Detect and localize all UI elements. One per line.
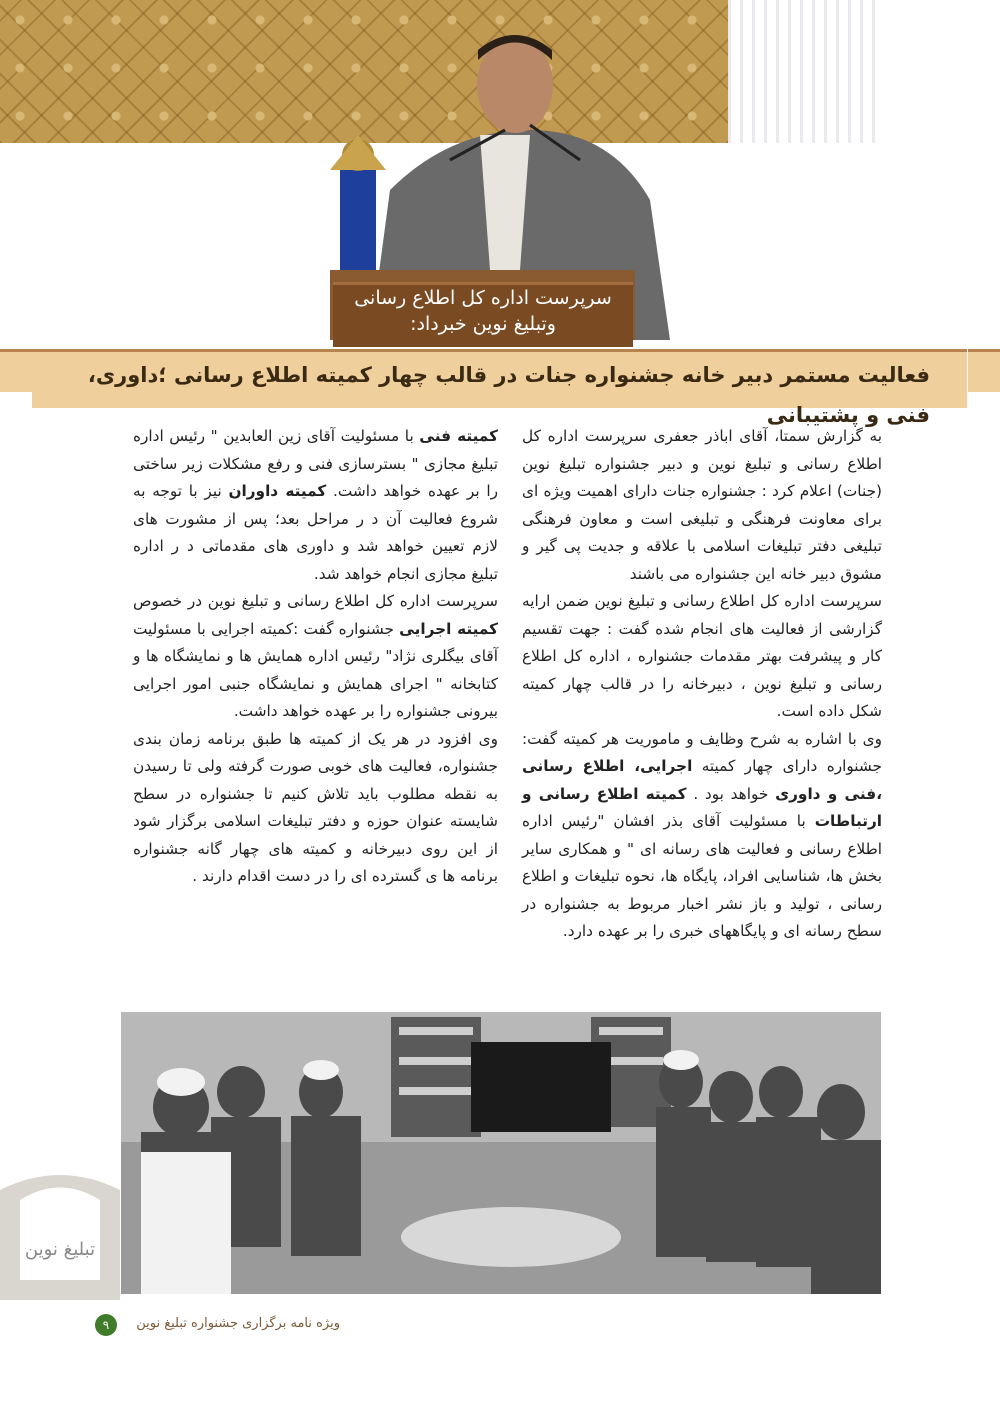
caption-line-2: وتبلیغ نوین خبرداد:: [410, 313, 556, 335]
bold-run: کمیته اجرایی: [399, 619, 498, 638]
page-number-badge: ۹: [95, 1314, 117, 1336]
caption-line-1: سرپرست اداره کل اطلاع رسانی: [354, 287, 612, 309]
title-band-tab-right: [968, 349, 1000, 392]
article-column-left: [133, 423, 498, 891]
paragraph: [133, 423, 498, 588]
text-run: خواهد بود .: [693, 784, 769, 803]
bold-run: کمیته فنی: [419, 427, 498, 445]
paragraph: سرپرست اداره کل اطلاع رسانی و تبلیغ نوین ضمن ارایه گزارشی از فعالیت های انجام شده گفت : جهت تقسیم کار و پیشرفت بهتر مقدمات جشنواره ، اداره کل اطلاع رسانی و تبلیغ نوین ، دبیرخانه را در قالب چهار کمیته شکل داده است.: [522, 592, 882, 720]
text-run: جشنواره گفت :کمیته اجرایی با مسئولیت آقای بیگلری نژاد" رئیس اداره همایش ها و نمایشگاه ها و کتابخانه " اجرای همایش و نمایشگاه جنبی امور اجرایی بیرونی جشنواره را بر عهده خواهد داشت.: [133, 619, 498, 720]
text-run: سرپرست اداره کل اطلاع رسانی و تبلیغ نوین در خصوص: [133, 592, 498, 610]
paragraph: وی افزود در هر یک از کمیته ها طبق برنامه زمان بندی جشنواره، فعالیت های خوبی صورت گرفته ولی تا رسیدن به نقطه مطلوب باید تلاش کنیم تا جشنواره در سطح شایسته عنوان حوزه و دفتر تبلیغات اسلامی برگزار شود از این روی دبیرخانه و کمیته های چهار گانه جشنواره برنامه ها ی گسترده ای را در دست اقدام دارند .: [133, 729, 498, 885]
title-band-tab-left: [0, 349, 32, 392]
article-title: فعالیت مستمر دبیر خانه جشنواره جنات در قالب چهار کمیته اطلاع رسانی ؛داوری، فنی و پشتیبانی: [87, 363, 930, 427]
bold-run: اجرایی، اطلاع رسانی ،فنی و داوری: [522, 757, 883, 803]
bold-run: کمیته اطلاع رسانی و ارتباطات: [522, 784, 882, 830]
header-stripes: [728, 0, 883, 143]
caption-box: [333, 282, 633, 347]
text-run: نیز با توجه به شروع فعالیت آن د ر مراحل بعد؛ پس از مشورت های لازم تعیین خواهد شد و داوری های مقدماتی د ر اداره تبلیغ مجازی انجام خواهد شد.: [133, 482, 498, 583]
header-blank: [883, 0, 1000, 143]
meeting-photo: [121, 1012, 881, 1294]
side-logo: [0, 1160, 120, 1300]
article-column-right: [522, 423, 882, 946]
bold-run: کمیته داوران: [228, 482, 327, 500]
paragraph: به گزارش سمتا، آقای اباذر جعفری سرپرست اداره کل اطلاع رسانی و تبلیغ نوین و دبیر جشنواره تبلیغ نوین (جنات) اعلام کرد : جشنواره جنات دارای اهمیت ویژه ای برای معاونت فرهنگی و تبلیغی است و معاون فرهنگی تبلیغی دفتر تبلیغات اسلامی با علاقه و جدیت پی گیر و مشوق دبیر خانه این جشنواره می باشند: [522, 427, 882, 583]
paragraph: [133, 588, 498, 726]
text-run: با مسئولیت آقای بذر افشان "رئیس اداره اطلاع رسانی و فعالیت های رسانه ای " و همکاری سایر بخش ها، شناسایی افراد، پایگاه ها، نحوه تبلیغات و اطلاع رسانی ، تولید و باز نشر اخبار مربوط به جشنواره در سطح رسانه ای و پایگاههای خبری را بر عهده دارد.: [522, 812, 882, 940]
footer-text: ویژه نامه برگزاری جشنواره تبلیغ نوین: [136, 1316, 340, 1331]
text-run: با مسئولیت آقای زین العابدین " رئیس اداره تبلیغ مجازی " بسترسازی فنی و رفع مشکلات زیر ساختی را بر عهده خواهد داشت.: [133, 427, 498, 500]
side-logo-text: تبلیغ نوین: [24, 1239, 96, 1260]
title-band: [0, 345, 1000, 427]
paragraph: [522, 726, 882, 946]
text-run: وی با اشاره به شرح وظایف و ماموریت هر کمیته گفت: جشنواره دارای چهار کمیته: [522, 729, 882, 775]
